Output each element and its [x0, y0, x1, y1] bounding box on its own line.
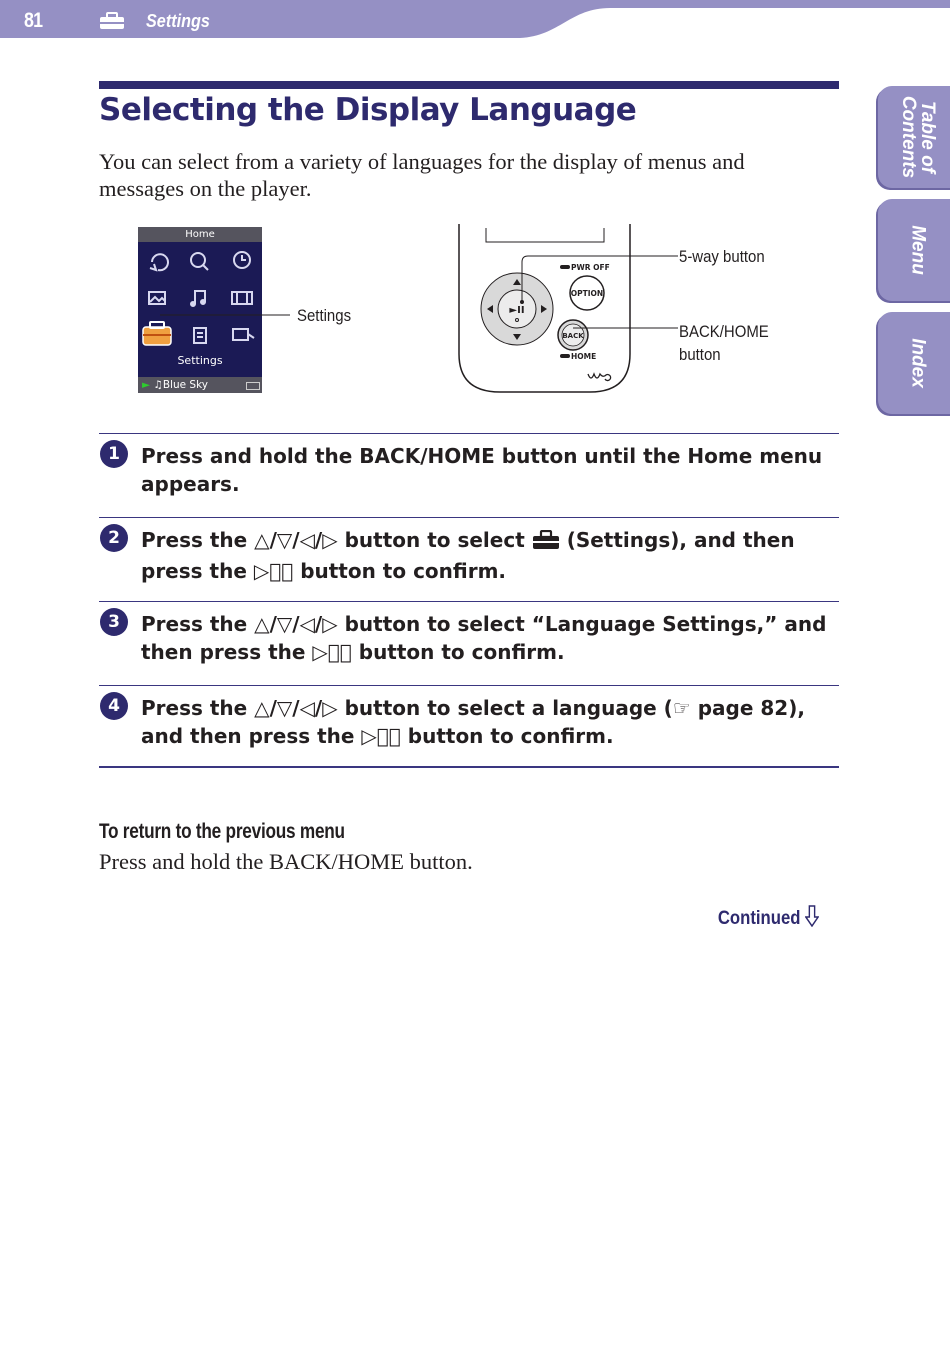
step-3-text: Press the △/▽/◁/▷ button to select “Language Settings,” and then press the ▷⃒⃒ button to confirm.	[141, 612, 827, 664]
header-bar	[0, 0, 950, 40]
video-icon	[232, 292, 252, 304]
step-1-text: Press and hold the BACK/HOME button until the Home menu appears.	[141, 444, 823, 496]
tab-label: Table of Contents	[898, 95, 938, 179]
step-divider	[99, 517, 839, 518]
note-icon: ♫	[153, 379, 163, 391]
page-number: 81	[24, 9, 43, 32]
tab-label: Index	[907, 338, 929, 388]
title-rule	[99, 81, 839, 89]
tab-table-of-contents[interactable]	[878, 86, 950, 188]
svg-text:►II: ►II	[509, 305, 525, 316]
pwr-off-label: PWR OFF	[571, 263, 610, 272]
step-2-text-a: Press the △/▽/◁/▷ button to select	[141, 528, 532, 552]
screen-title: Home	[138, 227, 262, 242]
now-playing: Blue Sky	[162, 379, 209, 391]
step-2-text	[141, 526, 831, 585]
callout-5way: 5-way button	[679, 247, 765, 266]
screen-status-bar	[138, 377, 262, 393]
step-divider	[99, 685, 839, 686]
home-label: HOME	[571, 352, 597, 361]
play-indicator-icon: ►	[142, 379, 151, 391]
playlist-video-icon	[233, 329, 254, 340]
return-heading: To return to the previous menu	[99, 820, 345, 843]
callout-back-home-line1: BACK/HOME	[679, 322, 769, 341]
back-button-label: BACK	[562, 332, 584, 340]
step-divider	[99, 433, 839, 434]
photo-icon	[149, 292, 165, 304]
continued-link[interactable]	[718, 905, 819, 933]
settings-callout-line	[160, 310, 320, 320]
sync-icon	[150, 254, 168, 270]
section-title: Settings	[146, 11, 210, 31]
battery-icon	[246, 382, 260, 390]
intro-paragraph: You can select from a variety of languages for the display of menus and messages on the player.	[99, 149, 745, 201]
step-number-1: 1	[100, 440, 128, 468]
step-number-3: 3	[100, 608, 128, 636]
step-4-text: Press the △/▽/◁/▷ button to select a language (☞ page 82), and then press the ▷⃒⃒ button to confirm.	[141, 696, 805, 748]
step-divider	[99, 601, 839, 602]
toolbox-icon	[532, 529, 560, 557]
page-title: Selecting the Display Language	[99, 92, 637, 128]
player-device	[440, 224, 680, 396]
callout-settings: Settings	[297, 306, 352, 325]
down-arrow-icon	[805, 905, 819, 933]
steps-bottom-rule	[99, 766, 839, 768]
screen-icons	[138, 242, 262, 362]
search-icon	[191, 253, 208, 270]
option-button-label: OPTION	[570, 289, 604, 298]
screen-selected-label: Settings	[177, 354, 223, 367]
tab-label: Menu	[907, 225, 929, 275]
music-icon	[191, 291, 205, 306]
callout-back-home-line2: button	[679, 345, 721, 364]
clock-icon	[234, 252, 250, 268]
tab-menu[interactable]	[878, 199, 950, 301]
continued-label: Continued	[717, 908, 801, 929]
header-bar-shape	[0, 0, 950, 40]
step-2-text-b: (Settings), and then press the ▷⃒⃒ button to confirm.	[141, 528, 795, 583]
toolbox-icon	[143, 322, 171, 345]
return-body: Press and hold the BACK/HOME button.	[99, 849, 473, 874]
step-number-2: 2	[100, 524, 128, 552]
step-number-4: 4	[100, 692, 128, 720]
memo-icon	[194, 328, 206, 343]
tab-index[interactable]	[878, 312, 950, 414]
